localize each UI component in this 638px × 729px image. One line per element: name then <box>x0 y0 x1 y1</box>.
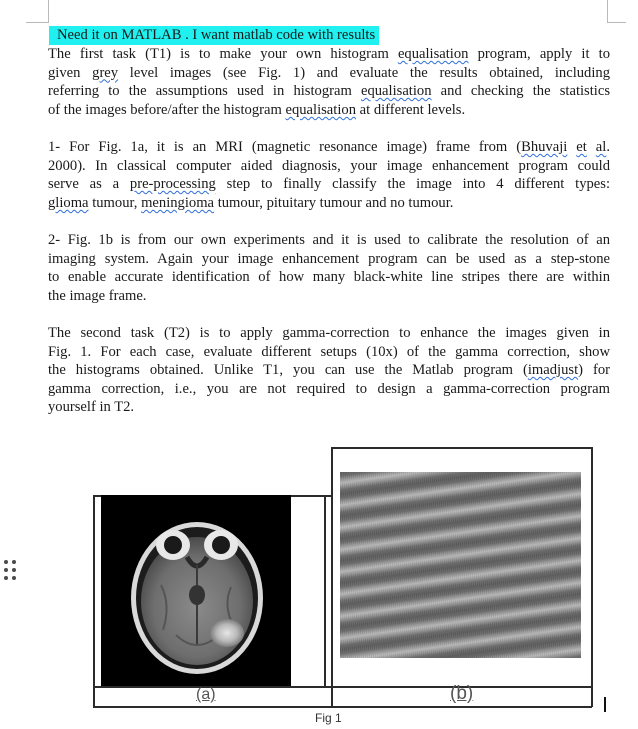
figure-table-border <box>93 706 592 708</box>
paragraph-line: The second task (T2) is to apply gamma-correction to enhance the images given in <box>48 325 610 341</box>
spellcheck-flagged-word[interactable]: pre-processing <box>129 176 216 193</box>
paragraph-line: The first task (T1) is to make your own histogram equalisation program, apply it to <box>48 46 610 62</box>
spellcheck-flagged-word[interactable]: al <box>595 139 607 155</box>
spellcheck-flagged-word[interactable]: equalisation <box>397 46 469 62</box>
highlighted-request-note: Need it on MATLAB . I want matlab code with results <box>49 26 379 45</box>
figure-table-border <box>331 447 592 449</box>
spellcheck-flagged-word[interactable]: grey <box>92 64 119 81</box>
paragraph-line: imaging system. Again your image enhancement program can be used as a step-stone <box>48 250 610 267</box>
figure-caption: Fig 1 <box>315 711 342 725</box>
paragraph-task-2 <box>48 324 610 417</box>
paragraph-fig-1b <box>48 231 610 305</box>
spellcheck-flagged-word[interactable]: equalisation <box>360 83 432 100</box>
paragraph-line: given grey level images (see Fig. 1) and evaluate the results obtained, including <box>48 64 610 81</box>
paragraph-fig-1a <box>48 138 610 212</box>
paragraph-task-1 <box>48 45 610 119</box>
paragraph-line: serve as a pre-processing step to finally classify the image into 4 different types: <box>48 176 610 193</box>
page-corner-mark-left <box>26 0 49 23</box>
text-cursor <box>604 697 606 712</box>
spellcheck-flagged-word[interactable]: equalisation <box>285 101 356 118</box>
paragraph-line: yourself in T2. <box>48 399 135 416</box>
paragraph-line: 2- Fig. 1b is from our own experiments and it is used to calibrate the resolution of an <box>48 232 610 248</box>
paragraph-line: gamma correction, i.e., you are not required to design a gamma-correction program <box>48 380 610 397</box>
page-corner-mark-right <box>607 0 626 23</box>
figure-table-border <box>93 495 95 707</box>
figure-caption-b: (b) <box>450 683 474 704</box>
spellcheck-flagged-word[interactable]: meningioma <box>141 194 215 211</box>
figure-table-border <box>591 447 593 707</box>
paragraph-line: referring to the assumptions used in histogram equalisation and checking the statistics <box>48 83 610 100</box>
paragraph-line: the image frame. <box>48 287 147 304</box>
paragraph-line: of the images before/after the histogram equalisation at different levels. <box>48 101 466 118</box>
paragraph-line: Fig. 1. For each case, evaluate different setups (10x) of the gamma correction, show <box>48 343 610 360</box>
spellcheck-flagged-word[interactable]: glioma <box>48 194 89 211</box>
paragraph-line: glioma tumour, meningioma tumour, pituitary tumour and no tumour. <box>48 194 454 211</box>
figure-table-border <box>331 447 333 707</box>
drag-handle-icon[interactable] <box>4 560 16 582</box>
paragraph-line: to enable accurate identification of how many black-white line stripes there are within <box>48 269 610 286</box>
stripe-calibration-image <box>340 472 581 658</box>
spellcheck-flagged-word[interactable]: imadjust <box>527 362 579 379</box>
figure-table-border <box>93 686 592 688</box>
paragraph-line: 1- For Fig. 1a, it is an MRI (magnetic resonance image) frame from (Bhuvaji et al. <box>48 139 610 155</box>
paragraph-line: the histograms obtained. Unlike T1, you can use the Matlab program (imadjust) for <box>48 362 610 379</box>
spellcheck-flagged-word[interactable]: et <box>576 139 587 155</box>
figure-caption-a: (a) <box>196 686 216 703</box>
paragraph-line: 2000). In classical computer aided diagnosis, your image enhancement program could <box>48 157 610 174</box>
spellcheck-flagged-word[interactable]: Bhuvaji <box>521 139 568 155</box>
mri-brain-image <box>101 495 291 686</box>
figure-table-border <box>324 495 326 686</box>
